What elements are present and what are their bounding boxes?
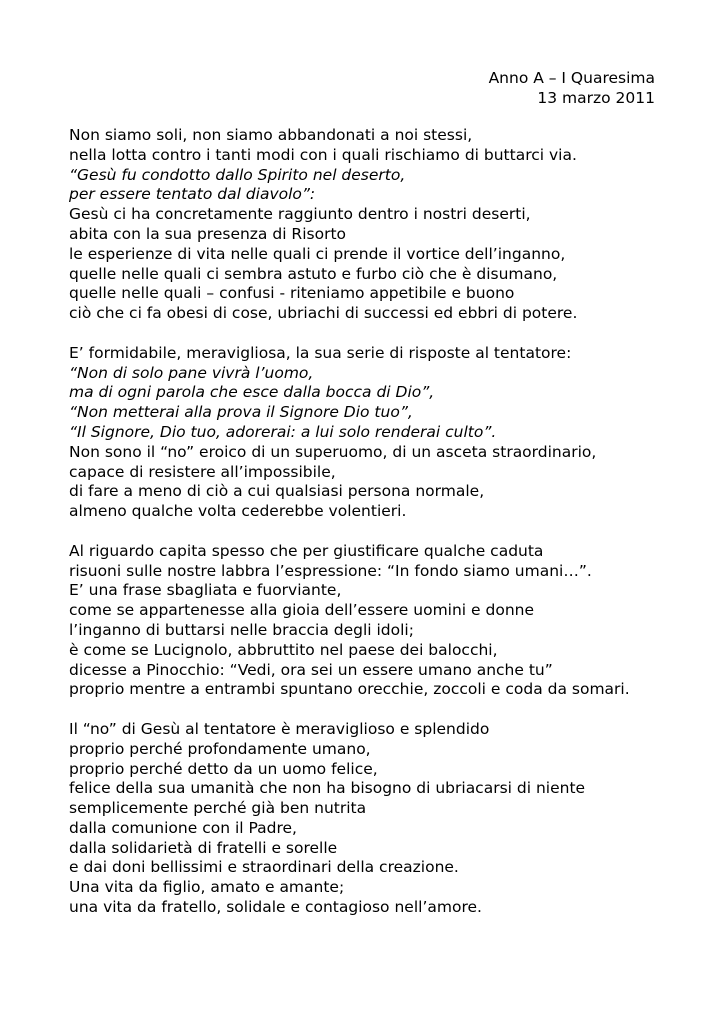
quoted-line: “Il Signore, Dio tuo, adorerai: a lui solo renderai culto”. — [69, 422, 497, 441]
document-date: 13 marzo 2011 — [537, 89, 655, 107]
text-line: proprio perché profondamente umano, — [69, 739, 371, 758]
text-line: quelle nelle quali ci sembra astuto e furbo ciò che è disumano, — [69, 264, 558, 283]
text-line: risuoni sulle nostre labbra l’espressione: “In fondo siamo umani…”. — [69, 561, 592, 580]
text-line: quelle nelle quali – confusi - riteniamo appetibile e buono — [69, 284, 515, 303]
stanza — [69, 720, 709, 918]
text-line: Gesù ci ha concretamente raggiunto dentro i nostri deserti, — [69, 205, 531, 224]
text-line: Non siamo soli, non siamo abbandonati a noi stessi, — [69, 126, 473, 144]
text-line: proprio mentre a entrambi spuntano orecchie, zoccoli e coda da somari. — [69, 680, 630, 699]
quoted-line: per essere tentato dal diavolo”: — [69, 185, 316, 204]
text-line: è come se Lucignolo, abbruttito nel paese dei balocchi, — [69, 640, 498, 659]
text-line: le esperienze di vita nelle quali ci prende il vortice dell’inganno, — [69, 244, 566, 263]
quoted-line: ma di ogni parola che esce dalla bocca di Dio”, — [69, 383, 435, 402]
text-line: come se appartenesse alla gioia dell’essere uomini e donne — [69, 601, 535, 620]
text-line: E’ formidabile, meravigliosa, la sua serie di risposte al tentatore: — [69, 343, 572, 362]
document-body — [69, 126, 709, 918]
quoted-line: “Non metterai alla prova il Signore Dio tuo”, — [69, 403, 413, 422]
stanza — [69, 344, 709, 522]
text-line: Il “no” di Gesù al tentatore è meraviglioso e splendido — [69, 719, 490, 738]
text-line: ciò che ci fa obesi di cose, ubriachi di successi ed ebbri di potere. — [69, 304, 578, 323]
text-line: E’ una frase sbagliata e fuorviante, — [69, 581, 342, 600]
text-line: dalla solidarietà di fratelli e sorelle — [69, 838, 338, 857]
text-line: Al riguardo capita spesso che per giustificare qualche caduta — [69, 541, 544, 560]
text-line: di fare a meno di ciò a cui qualsiasi persona normale, — [69, 482, 485, 501]
text-line: felice della sua umanità che non ha bisogno di ubriacarsi di niente — [69, 779, 586, 798]
text-line: nella lotta contro i tanti modi con i quali rischiamo di buttarci via. — [69, 145, 577, 164]
quoted-line: “Gesù fu condotto dallo Spirito nel deserto, — [69, 165, 406, 184]
document-header — [489, 68, 655, 108]
stanza — [69, 542, 709, 700]
text-line: dicesse a Pinocchio: “Vedi, ora sei un essere umano anche tu” — [69, 660, 553, 679]
text-line: semplicemente perché già ben nutrita — [69, 799, 367, 818]
text-line: capace di resistere all’impossibile, — [69, 462, 336, 481]
quoted-line: “Non di solo pane vivrà l’uomo, — [69, 363, 314, 382]
text-line: abita con la sua presenza di Risorto — [69, 224, 347, 243]
text-line: Non sono il “no” eroico di un superuomo, di un asceta straordinario, — [69, 442, 597, 461]
text-line: proprio perché detto da un uomo felice, — [69, 759, 378, 778]
text-line: e dai doni bellissimi e straordinari della creazione. — [69, 858, 459, 877]
stanza — [69, 126, 709, 324]
text-line: dalla comunione con il Padre, — [69, 818, 297, 837]
text-line: almeno qualche volta cederebbe volentieri. — [69, 502, 407, 521]
text-line: una vita da fratello, solidale e contagioso nell’amore. — [69, 898, 482, 917]
text-line: Una vita da figlio, amato e amante; — [69, 878, 345, 897]
liturgical-period: Anno A – I Quaresima — [488, 69, 655, 87]
text-line: l’inganno di buttarsi nelle braccia degli idoli; — [69, 620, 414, 639]
